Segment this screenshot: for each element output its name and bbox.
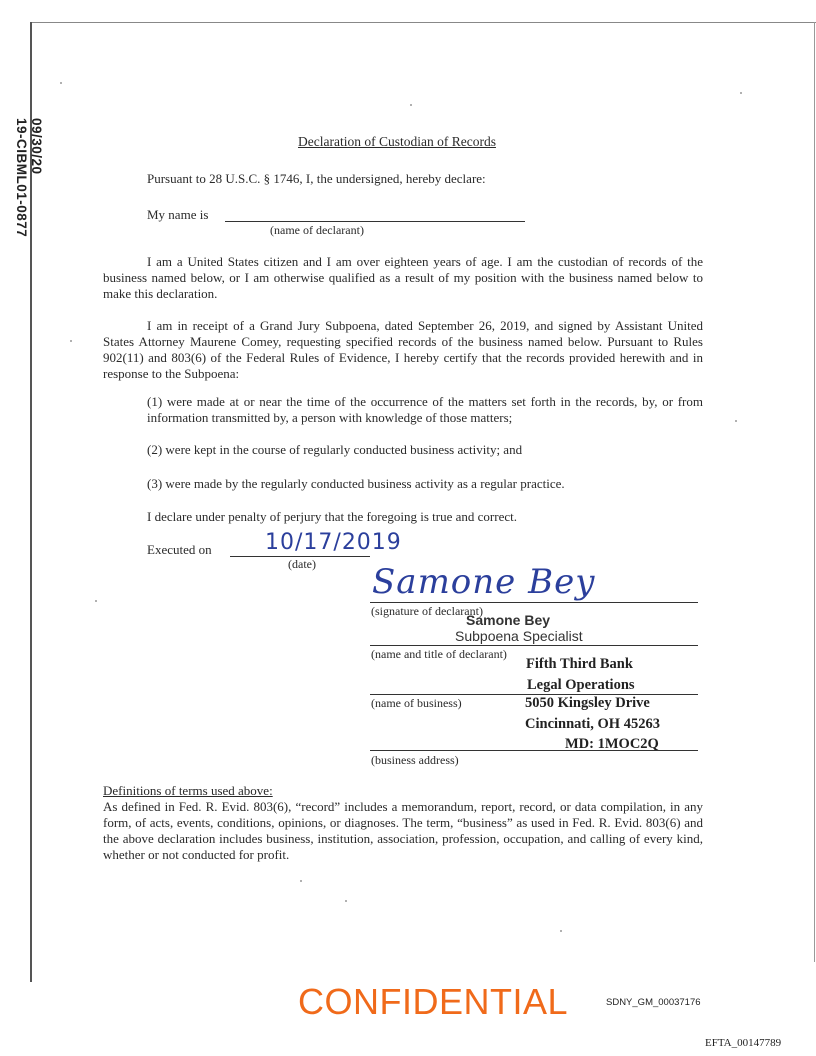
item-2: (2) were kept in the course of regularly conducted business activity; and [147,442,523,457]
signature: Samone Bey [372,562,596,602]
scan-speck [410,104,412,106]
address-mail-drop: MD: 1MOC2Q [565,736,659,752]
scan-speck [300,880,302,882]
name-caption: (name of declarant) [270,223,364,237]
address-city: Cincinnati, OH 45263 [525,716,660,732]
scan-speck [70,340,72,342]
intro-text: Pursuant to 28 U.S.C. § 1746, I, the undersigned, hereby declare: [147,171,486,186]
address-line [370,750,698,751]
side-stamp [14,118,44,328]
date-caption: (date) [288,557,316,571]
scan-speck [95,600,97,602]
scan-speck [560,930,562,932]
business-name: Fifth Third Bank [526,656,633,672]
declarant-title: Subpoena Specialist [455,628,583,644]
confidential-watermark: CONFIDENTIAL [298,981,569,1022]
name-title-caption: (name and title of declarant) [371,647,507,661]
definitions-heading: Definitions of terms used above: [103,783,273,798]
scan-speck [735,420,737,422]
executed-label: Executed on [147,542,212,557]
penalty-statement: I declare under penalty of perjury that the foregoing is true and correct. [147,509,517,524]
item-3: (3) were made by the regularly conducted business activity as a regular practice. [147,476,565,491]
signature-caption: (signature of declarant) [371,604,483,618]
item-1: (1) were made at or near the time of the occurrence of the matters set forth in the records, by, or from information transmitted by, a person with knowledge of those matters; [147,394,703,425]
document-title: Declaration of Custodian of Records [298,134,496,149]
side-stamp-prefix: 09/30/20 [29,118,44,175]
efta-number: EFTA_00147789 [705,1037,782,1049]
name-label: My name is [147,207,209,222]
side-stamp-suffix: 19-CIBML01-0877 [14,118,29,238]
page-border-right [814,22,815,962]
definitions-text: As defined in Fed. R. Evid. 803(6), “record” includes a memorandum, report, record, or data compilation, in any form, of acts, events, conditions, opinions, or diagnoses. The term, “business” as used in Fed. R. Evid. 803(6) and the above declaration includes business, institution, association, profession, occupation, and calling of every kind, whether or not conducted for profit. [103,799,703,862]
executed-date-handwritten: 10/17/2019 [265,530,402,555]
declarant-name: Samone Bey [466,612,551,628]
paragraph-citizenship: I am a United States citizen and I am over eighteen years of age. I am the custodian of records of the business named below, or I am otherwise qualified as a result of my position with the business named below to make this declaration. [103,254,703,301]
page-border-top [30,22,816,23]
scan-speck [740,92,742,94]
address-caption: (business address) [371,753,459,767]
business-caption: (name of business) [371,696,462,710]
bates-number: SDNY_GM_00037176 [606,997,701,1008]
business-department: Legal Operations [527,677,635,693]
scan-speck [60,82,62,84]
paragraph-subpoena: I am in receipt of a Grand Jury Subpoena, dated September 26, 2019, and signed by Assistant United States Attorney Maurene Comey, requesting specified records of the business named below. Pursuant to Rules 902(11) and 803(6) of the Federal Rules of Evidence, I hereby certify that the records provided herewith and in response to the Subpoena: [103,318,703,381]
scan-speck [345,900,347,902]
address-street: 5050 Kingsley Drive [525,695,650,711]
